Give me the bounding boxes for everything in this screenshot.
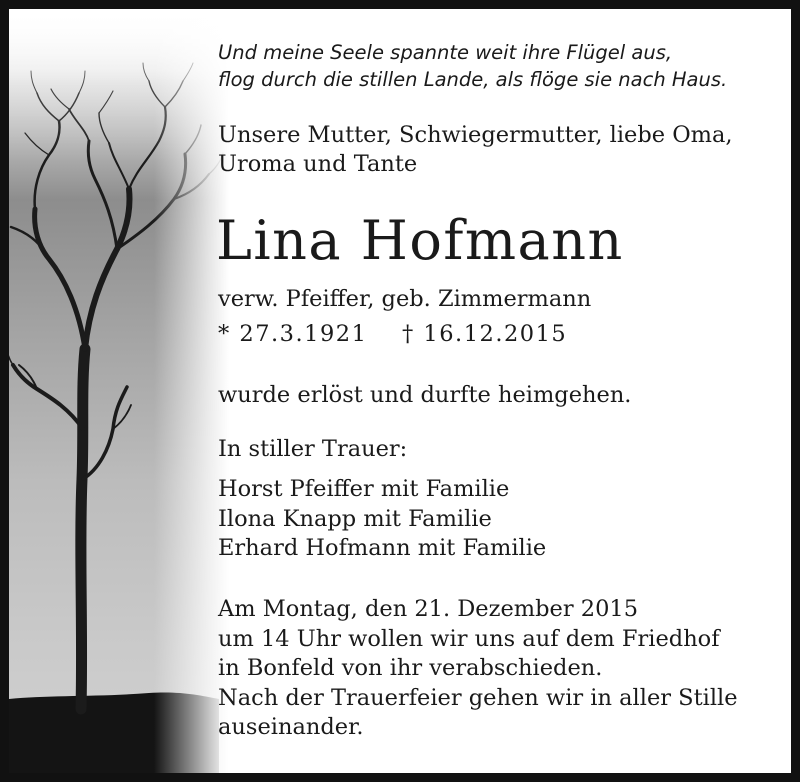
poem-verse: Und meine Seele spannte weit ihre Flügel aus, flog durch die stillen Lande, als flöge sie nach Haus. xyxy=(218,41,728,91)
mourners-list xyxy=(218,475,546,564)
mourner-item: Horst Pfeiffer mit Familie xyxy=(218,476,510,502)
deceased-name: Lina Hofmann xyxy=(216,209,624,272)
intro-text: Unsere Mutter, Schwiegermutter, liebe Oma, Uroma und Tante xyxy=(218,122,733,177)
mourning-label: In stiller Trauer: xyxy=(218,436,408,462)
mourner-item: Erhard Hofmann mit Familie xyxy=(218,535,547,561)
life-dates: * 27.3.1921 † 16.12.2015 xyxy=(218,321,568,347)
maiden-name: verw. Pfeiffer, geb. Zimmermann xyxy=(218,286,592,312)
released-text: wurde erlöst und durfte heimgehen. xyxy=(218,382,632,408)
ceremony-details: Am Montag, den 21. Dezember 2015 um 14 Uhr wollen wir uns auf dem Friedhof in Bonfeld von ihr verabschieden. Nach der Trauerfeier gehen wir in aller Stille auseinander. xyxy=(218,596,738,740)
mourner-item: Ilona Knapp mit Familie xyxy=(218,505,492,532)
